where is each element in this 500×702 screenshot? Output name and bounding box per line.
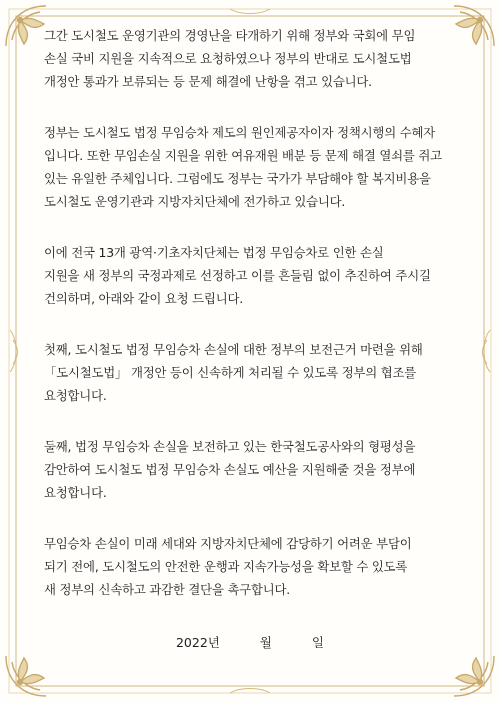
paragraph-1 [44,24,462,93]
text-line: 개정안 통과가 보류되는 등 문제 해결에 난항을 겪고 있습니다. [44,74,372,89]
text-line: 되기 전에, 도시철도의 안전한 운행과 지속가능성을 확보할 수 있도록 [44,559,408,574]
corner-ornament-bottom-left [6,656,46,696]
paragraph-6 [44,532,462,601]
text-line: 첫째, 도시철도 법정 무임승차 손실에 대한 정부의 보전근거 마련을 위해 [44,342,423,357]
text-line: 지원을 새 정부의 국정과제로 선정하고 이를 흔들림 없이 추진하여 주시길 [44,268,431,283]
corner-ornament-bottom-right [454,656,494,696]
corner-ornament-top-left [6,6,46,46]
text-line: 「도시철도법」 개정안 등이 신속하게 처리될 수 있도록 정부의 협조를 [44,365,417,380]
bottom-ornament [230,689,270,694]
text-line: 둘째, 법정 무임승차 손실을 보전하고 있는 한국철도공사와의 형평성을 [44,439,416,454]
paragraph-4 [44,338,462,407]
text-line: 정부는 도시철도 법정 무임승차 제도의 원인제공자이자 정책시행의 수혜자 [44,125,436,140]
paragraph-2 [44,121,462,213]
top-ornament [230,9,270,14]
date-year: 2022년 [175,635,220,650]
letter-body [44,24,462,629]
date-line [0,633,500,651]
text-line: 이에 전국 13개 광역·기초자치단체는 법정 무임승차로 인한 손실 [44,245,384,260]
text-line: 손실 국비 지원을 지속적으로 요청하였으나 정부의 반대로 도시철도법 [44,51,412,66]
text-line: 있는 유일한 주체입니다. 그럼에도 정부는 국가가 부담해야 할 복지비용을 [44,171,431,186]
text-line: 요청합니다. [44,388,107,403]
text-line: 감안하여 도시철도 법정 무임승차 손실도 예산을 지원해줄 것을 정부에 [44,462,416,477]
text-line: 입니다. 또한 무임손실 지원을 위한 여유재원 배분 등 문제 해결 열쇠를 쥐고 [44,148,442,163]
text-line: 무임승차 손실이 미래 세대와 지방자치단체에 감당하기 어려운 부담이 [44,536,412,551]
paragraph-5 [44,435,462,504]
text-line: 건의하며, 아래와 같이 요청 드립니다. [44,291,243,306]
text-line: 그간 도시철도 운영기관의 경영난을 타개하기 위해 정부와 국회에 무임 [44,28,416,43]
date-month: 월 [259,635,272,650]
text-line: 도시철도 운영기관과 지방자치단체에 전가하고 있습니다. [44,194,346,209]
text-line: 요청합니다. [44,485,107,500]
paragraph-3 [44,241,462,310]
text-line: 새 정부의 신속하고 과감한 결단을 촉구합니다. [44,582,291,597]
date-day: 일 [311,635,324,650]
